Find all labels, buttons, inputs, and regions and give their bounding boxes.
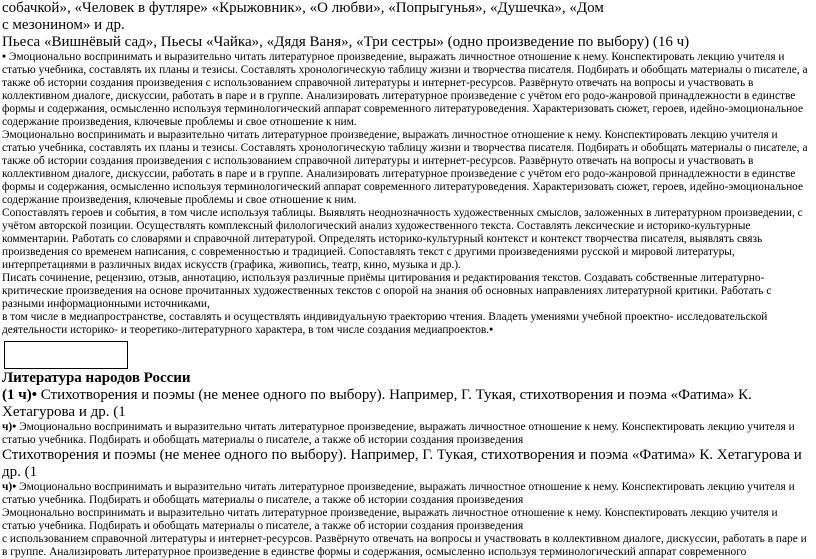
poems-line-2: Стихотворения и поэмы (не менее одного по выбору). Например, Г. Тукая, стихотворения и поэма «Фатима» К. Хетагурова и др. (1 [2, 447, 802, 480]
paragraph-5: в том числе в медиапространстве, составлять и осуществлять индивидуальную траекторию чтения. Владеть умениями учебной проектно- исследовательской деятельности историко- и теоретико-литературного характера, в том числе создания медиапроектов.• [2, 311, 768, 336]
section-title: Литература народов России [2, 370, 191, 386]
poems-line-1: (1 ч)• Стихотворения и поэмы (не менее одного по выбору). Например, Г. Тукая, стихотворения и поэма «Фатима» К. Хетагурова и др. (1 [2, 387, 752, 420]
paragraph-4: Писать сочинение, рецензию, отзыв, аннотацию, используя различные приёмы цитирования и редактирования текстов. Создавать собственные литературно-критические произведения на основе прочитанных художественных текстов с опорой на знания об основных направлениях литературной критики. Работать с разными информационными источниками, [2, 272, 772, 310]
bullet-icon: • [12, 481, 17, 493]
bullet-icon: • [489, 324, 494, 336]
tail-paragraph-1: Эмоционально воспринимать и выразительно читать литературное произведение, выражать личностное отношение к нему. Конспектировать лекцию учителя и статью учебника. Подбирать и обобщать материалы о писателе, а также об истории создания произведения [2, 507, 778, 532]
chunk-1: ч)• Эмоционально воспринимать и выразительно читать литературное произведение, выражать личностное отношение к нему. Конспектировать лекцию учителя и статью учебника. Подбирать и обобщать материалы о писателе, а также об истории создания произведения [2, 421, 795, 446]
chunk-2: ч)• Эмоционально воспринимать и выразительно читать литературное произведение, выражать личностное отношение к нему. Конспектировать лекцию учителя и статью учебника. Подбирать и обобщать материалы о писателе, а также об истории создания произведения [2, 481, 795, 506]
intro-line-3: Пьеса «Вишнёвый сад», Пьесы «Чайка», «Дядя Ваня», «Три сестры» (одно произведение по выбору) (16 ч) [2, 34, 690, 50]
paragraph-2: Эмоционально воспринимать и выразительно читать литературное произведение, выражать личностное отношение к нему. Конспектировать лекцию учителя и статью учебника, составлять их планы и тезисы. Составлять хронологическую таблицу жизни и творчества писателя. Подбирать и обобщать материалы о писателе, а также об истории создания произведения с использованием справочной литературы и интернет-ресурсов. Развёрнуто отвечать на вопросы и участвовать в коллективном диалоге, дискуссии, работать в паре и в группе. Анализировать литературное произведение с учётом его родо-жанровой принадлежности в единстве формы и содержания, осмысленно используя терминологический аппарат современного литературоведения. Характеризовать сюжет, героев, идейно-эмоциональное содержание произведения, ключевые проблемы и свое отношение к ним. [2, 129, 808, 206]
paragraph-3: Сопоставлять героев и события, в том числе используя таблицы. Выявлять неоднозначность художественных смыслов, заложенных в литературном произведении, с учётом авторской позиции. Осуществлять комплексный филологический анализ художественного текста. Составлять лексические и историко-культурные комментарии. Работать со словарями и справочной литературой. Определять историко-культурный контекст и контекст творчества писателя, выявлять связь произведения со временем написания, с современностью и традицией. Сопоставлять текст с другими произведениями русской и мировой литературы, интерпретациями в различных видах искусств (графика, живопись, театр, кино, музыка и др.). [2, 207, 803, 271]
bullet-icon: • [2, 51, 6, 63]
paragraph-1: • Эмоционально воспринимать и выразительно читать литературное произведение, выражать личностное отношение к нему. Конспектировать лекцию учителя и статью учебника, составлять их планы и тезисы. Составлять хронологическую таблицу жизни и творчества писателя. Подбирать и обобщать материалы о писателе, а также об истории создания произведения с использованием справочной литературы и интернет-ресурсов. Развёрнуто отвечать на вопросы и участвовать в коллективном диалоге, дискуссии, работать в паре и в группе. Анализировать литературное произведение с учётом его родо-жанровой принадлежности в единстве формы и содержания, осмысленно используя терминологический аппарат современного литературоведения. Характеризовать сюжет, героев, идейно-эмоциональное содержание произведения, ключевые проблемы и свое отношение к ним. [2, 51, 808, 128]
intro-line-2: с мезонином» и др. [2, 17, 125, 33]
tail-paragraph-2: с использованием справочной литературы и интернет-ресурсов. Развёрнуто отвечать на вопросы и участвовать в коллективном диалоге, дискуссии, работать в паре и в группе. Анализировать литературное произведение в единстве формы и содержания, осмысленно используя терминологический аппарат современного [2, 533, 807, 558]
intro-line-1: собачкой», «Человек в футляре» «Крыжовник», «О любви», «Попрыгунья», «Душечка», «Дом [2, 0, 604, 16]
bullet-icon: • [12, 421, 17, 433]
empty-table-cell [4, 341, 128, 369]
bullet-icon: • [31, 387, 37, 403]
